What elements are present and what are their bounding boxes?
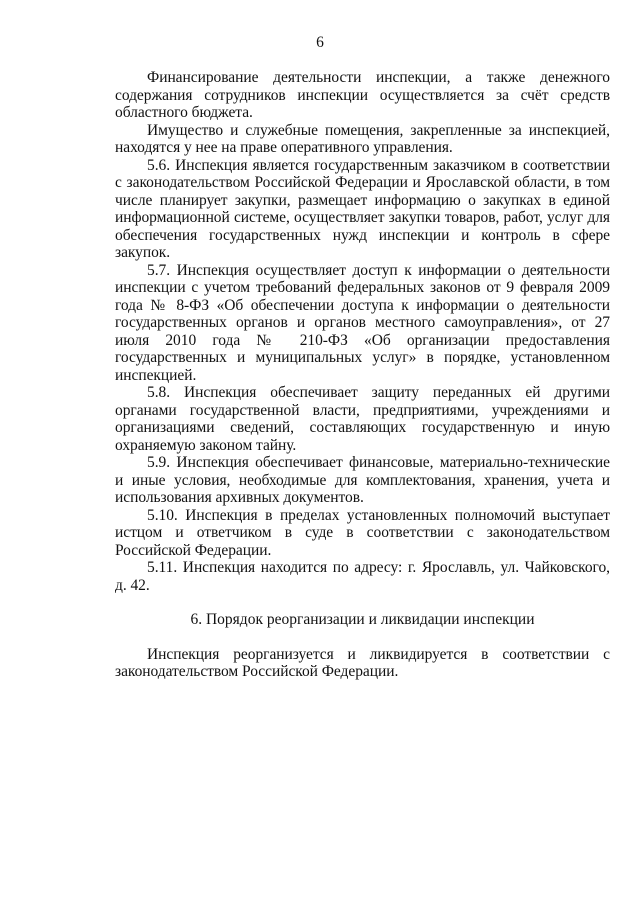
paragraph-financing: Финансирование деятельности инспекции, а также денежного содержания сотрудников инспекции осуществляется за счёт средств областного бюджета. [115, 69, 610, 121]
paragraph-5-9: 5.9. Инспекция обеспечивает финансовые, материально-технические и иные условия, необходимые для комплектования, хранения, учета и использования архивных документов. [115, 454, 610, 506]
paragraph-5-6: 5.6. Инспекция является государственным заказчиком в соответствии с законодательством Российской Федерации и Ярославской области, в том числе планирует закупки, размещает информацию о закупках в единой информационной системе, осуществляет закупки товаров, работ, услуг для обеспечения государственных нужд инспекции и контроль в сфере закупок. [115, 156, 610, 261]
paragraph-5-7: 5.7. Инспекция осуществляет доступ к информации о деятельности инспекции с учетом требований федеральных законов от 9 февраля 2009 года № 8-ФЗ «Об обеспечении доступа к информации о деятельности государственных органов и органов местного самоуправления», от 27 июля 2010 года № 210-ФЗ «Об организации предоставления государственных и муниципальных услуг» в порядке, установленном инспекцией. [115, 261, 610, 384]
paragraph-property: Имущество и служебные помещения, закрепленные за инспекцией, находятся у нее на праве оперативного управления. [115, 121, 610, 156]
paragraph-5-10: 5.10. Инспекция в пределах установленных полномочий выступает истцом и ответчиком в суде в соответствии с законодательством Российской Федерации. [115, 506, 610, 559]
document-body [115, 69, 610, 681]
paragraph-5-8: 5.8. Инспекция обеспечивает защиту переданных ей другими органами государственной власти, предприятиями, учреждениями и организациями сведений, составляющих государственную и иную охраняемую законом тайну. [115, 384, 610, 454]
paragraph-5-11: 5.11. Инспекция находится по адресу: г. Ярославль, ул. Чайковского, д. 42. [115, 559, 610, 594]
page-number: 6 [316, 34, 324, 51]
section-heading: 6. Порядок реорганизации и ликвидации инспекции [190, 611, 535, 628]
paragraph-reorganization: Инспекция реорганизуется и ликвидируется в соответствии с законодательством Российской Федерации. [115, 645, 610, 680]
